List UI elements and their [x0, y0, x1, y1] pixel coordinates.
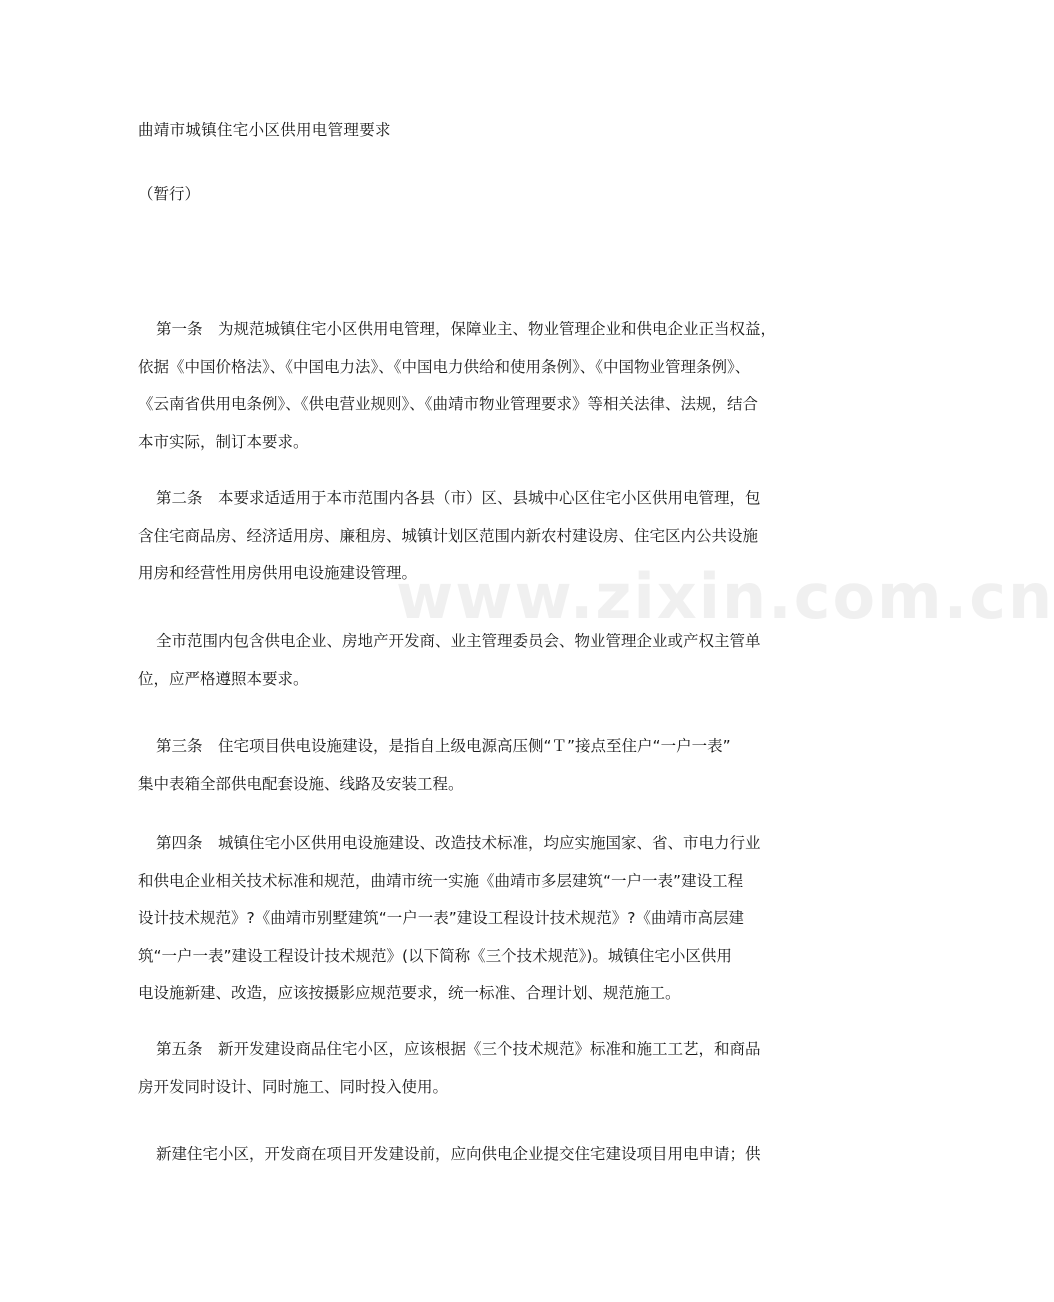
paragraph-line: 依据《中国价格法》、《中国电力法》、《中国电力供给和使用条例》、《中国物业管理条例》、	[138, 357, 751, 376]
paragraph-new-residential	[138, 1136, 798, 1174]
paragraph-article-5	[138, 1031, 798, 1106]
paragraph-scope	[138, 623, 798, 698]
document-title: 曲靖市城镇住宅小区供用电管理要求	[138, 121, 391, 139]
paragraph-line: 设计技术规范》?《曲靖市别墅建筑“一户一表”建设工程设计技术规范》?《曲靖市高层建	[138, 909, 745, 927]
paragraph-line: 含住宅商品房、经济适用房、廉租房、城镇计划区范围内新农村建设房、住宅区内公共设施	[138, 526, 759, 545]
paragraph-line: 位，应严格遵照本要求。	[138, 669, 309, 688]
paragraph-line: 《云南省供用电条例》、《供电营业规则》、《曲靖市物业管理要求》等相关法律、法规，结合	[138, 395, 759, 413]
watermark: www.zixin.com.cn	[396, 560, 1054, 633]
paragraph-line: 第一条 为规范城镇住宅小区供用电管理，保障业主、物业管理企业和供电企业正当权益，	[156, 320, 777, 338]
paragraph-article-4	[138, 825, 798, 1013]
paragraph-line: 第三条 住宅项目供电设施建设，是指自上级电源高压侧“Ｔ”接点至住户“一户一表”	[156, 737, 731, 755]
paragraph-line: 第二条 本要求适适用于本市范围内各县（市）区、县城中心区住宅小区供用电管理，包	[156, 489, 761, 507]
paragraph-line: 和供电企业相关技术标准和规范，曲靖市统一实施《曲靖市多层建筑“一户一表”建设工程	[138, 871, 744, 890]
document-subtitle: （暂行）	[138, 185, 201, 203]
paragraph-line: 第四条 城镇住宅小区供用电设施建设、改造技术标准，均应实施国家、省、市电力行业	[156, 834, 761, 852]
paragraph-line: 本市实际，制订本要求。	[138, 432, 309, 451]
paragraph-line: 筑“一户一表”建设工程设计技术规范》(以下简称《三个技术规范》)。城镇住宅小区供用	[138, 946, 732, 965]
paragraph-article-2	[138, 480, 798, 593]
paragraph-line: 全市范围内包含供电企业、房地产开发商、业主管理委员会、物业管理企业或产权主管单	[156, 632, 761, 650]
paragraph-line: 用房和经营性用房供用电设施建设管理。	[138, 564, 418, 582]
paragraph-line: 第五条 新开发建设商品住宅小区，应该根据《三个技术规范》标准和施工工艺，和商品	[156, 1040, 761, 1058]
paragraph-line: 集中表箱全部供电配套设施、线路及安装工程。	[138, 774, 464, 793]
paragraph-article-1	[138, 311, 798, 461]
paragraph-line: 电设施新建、改造，应该按摄影应规范要求，统一标准、合理计划、规范施工。	[138, 984, 681, 1002]
paragraph-line: 房开发同时设计、同时施工、同时投入使用。	[138, 1077, 449, 1096]
paragraph-line: 新建住宅小区，开发商在项目开发建设前，应向供电企业提交住宅建设项目用电申请；供	[156, 1145, 761, 1163]
paragraph-article-3	[138, 728, 798, 803]
